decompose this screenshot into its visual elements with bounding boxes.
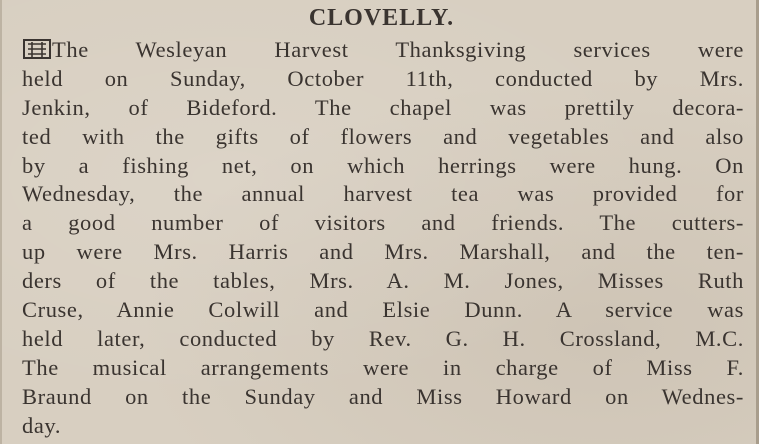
article-line: a good number of visitors and friends. The cutters- (22, 210, 744, 236)
article-body (22, 36, 744, 440)
article-title: CLOVELLY. (308, 5, 455, 31)
article-line: Braund on the Sunday and Miss Howard on Wednes- (22, 383, 744, 409)
article-line: held later, conducted by Rev. G. H. Crossland, M.C. (22, 325, 744, 351)
article-line: by a fishing net, on which herrings were hung. On (22, 152, 744, 178)
article-line: held on Sunday, October 11th, conducted by Mrs. (22, 65, 744, 91)
article-line: ders of the tables, Mrs. A. M. Jones, Misses Ruth (22, 268, 744, 294)
article-line: day. (22, 412, 62, 438)
article-line: Jenkin, of Bideford. The chapel was prettily decora- (22, 94, 744, 120)
article-line: The musical arrangements were in charge of Miss F. (22, 354, 744, 380)
article-line: up were Mrs. Harris and Mrs. Marshall, and the ten- (22, 239, 744, 265)
article-line: ted with the gifts of flowers and vegetables and also (22, 123, 744, 149)
paragraph-mark-icon (22, 38, 52, 60)
article-line: The Wesleyan Harvest Thanksgiving services were (22, 36, 744, 65)
article-line: Cruse, Annie Colwill and Elsie Dunn. A service was (22, 297, 744, 323)
article-line: Wednesday, the annual harvest tea was provided for (22, 181, 744, 207)
